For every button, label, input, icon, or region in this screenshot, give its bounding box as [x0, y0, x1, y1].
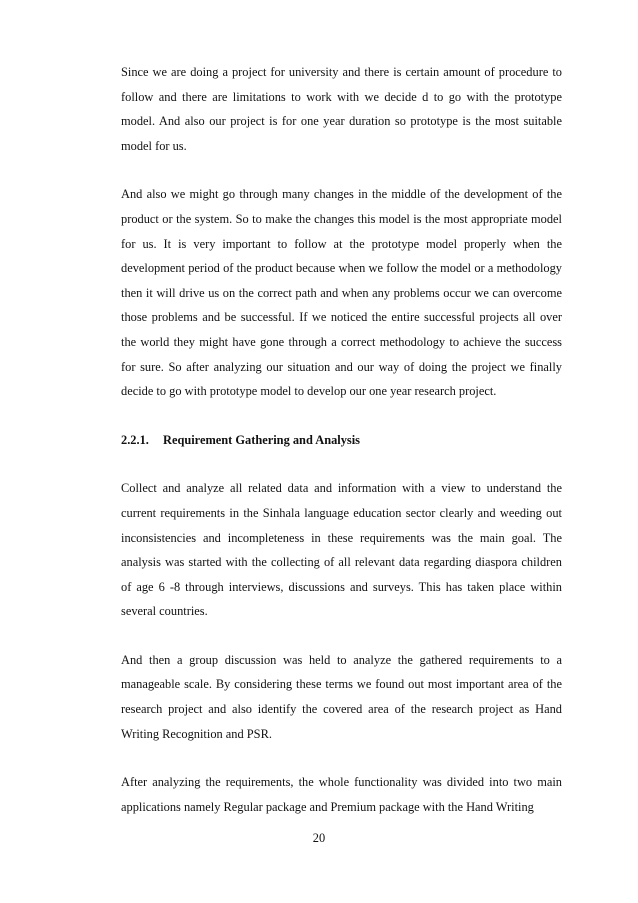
section-heading [121, 428, 562, 453]
page-number: 20 [312, 831, 326, 845]
paragraph-group-discussion: And then a group discussion was held to analyze the gathered requirements to a manageable scale. By considering these terms we found out most important area of the research project and also identify the covered area of the research project as Hand Writing Recognition and PSR. [121, 652, 562, 741]
paragraph-data-collection: Collect and analyze all related data and information with a view to understand the current requirements in the Sinhala language education sector clearly and weeding out inconsistencies and incompleteness in these requirements was the main goal. The analysis was started with the collecting of all relevant data regarding diaspora children of age 6 -8 through interviews, discussions and surveys. This has taken place within several countries. [121, 481, 562, 619]
paragraph-gap [121, 158, 562, 182]
section-title: Requirement Gathering and Analysis [163, 432, 361, 447]
paragraph-gap [121, 452, 562, 476]
paragraph-prototype-choice: Since we are doing a project for university and there is certain amount of procedure to follow and there are limitations to work with we decide d to go with the prototype model. And also our project is for one year duration so prototype is the most suitable model for us. [121, 65, 562, 153]
paragraph-gap [121, 404, 562, 428]
paragraph-prototype-justification: And also we might go through many changes in the middle of the development of the product or the system. So to make the changes this model is the most appropriate model for us. It is very important to follow at the prototype model properly when the development period of the product because when we follow the model or a methodology then it will drive us on the correct path and when any problems occur we can overcome those problems and be successful. If we noticed the entire successful projects all over the world they might have gone through a correct methodology to achieve the success for sure. So after analyzing our situation and our way of doing the project we finally decide to go with prototype model to develop our one year research project. [121, 187, 562, 399]
paragraph-functionality-split: After analyzing the requirements, the whole functionality was divided into two main applications namely Regular package and Premium package with the Hand Writing [121, 775, 562, 814]
paragraph-gap [121, 746, 562, 770]
page-body [121, 60, 562, 819]
paragraph-gap [121, 624, 562, 648]
section-number: 2.2.1. [121, 432, 149, 447]
